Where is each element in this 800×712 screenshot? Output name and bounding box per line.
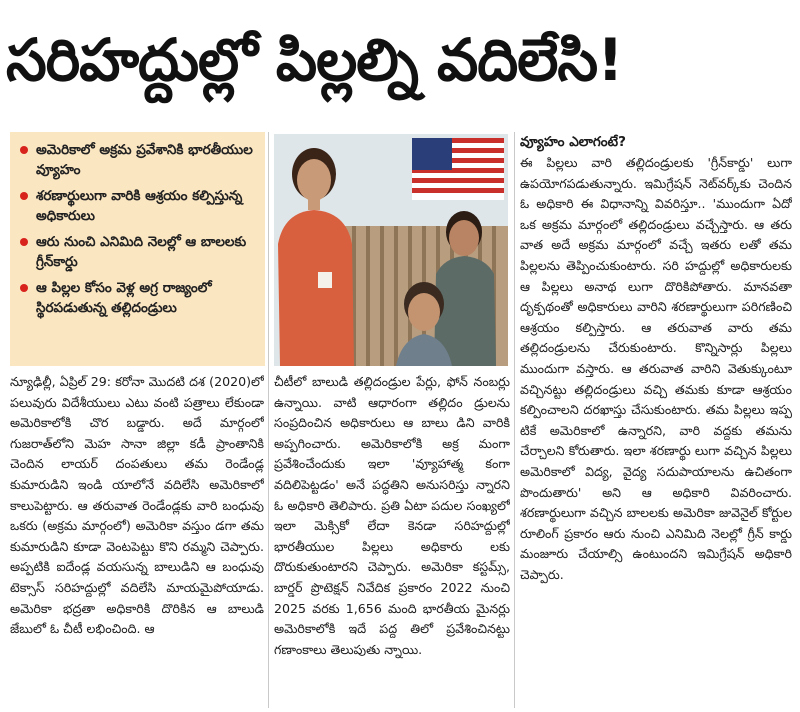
bullet-icon — [20, 192, 28, 200]
article-column-2 — [274, 372, 510, 708]
article-column-3 — [520, 132, 792, 708]
highlight-text: ఆరు నుంచి ఎనిమిది నెలల్లో ఆ బాలలకు గ్రీన్‌కార్డు — [36, 234, 247, 270]
article-text: చీటీలో బాలుడి తల్లిదండ్రుల పేర్లు, ఫోన్ నంబర్లు ఉన్నాయి. వాటి ఆధారంగా తల్లిదం డ్రులను సంప్రదించిన అధికారులు ఆ బాలు డిని వారికి అప్పగించారు. అమెరికాలోకి అక్ర మంగా ప్రవేశించేందుకు ఇలా 'వ్యూహాత్మ కంగా వదిలిపెట్టడం' అనే పద్ధతిని అనుసరిస్తు న్నారని ఓ అధికారి తెలిపారు. ప్రతి ఏటా పదుల సంఖ్యలో ఇలా మెక్సికో లేదా కెనడా సరిహద్దుల్లో భారతీయుల పిల్లలు అధికారు లకు దొరుకుతుంటారని చెప్పారు. అమెరికా కస్టమ్స్, బార్డర్ ప్రొటెక్షన్ నివేదిక ప్రకారం 2022 నుంచి 2025 వరకు 1,656 మంది భారతీయ మైనర్లు అమెరికాలోకి ఇదే పద్ద తిలో ప్రవేశించినట్టు గణాంకాలు తెలుపుతు న్నాయి. — [274, 374, 510, 657]
highlight-item — [18, 186, 257, 226]
column-divider — [268, 132, 269, 708]
children-at-border-photo — [274, 134, 508, 366]
bullet-icon — [20, 238, 28, 246]
us-flag-icon — [412, 138, 504, 200]
bullet-icon — [20, 284, 28, 292]
highlight-text: ఆ పిల్లల కోసం వెళ్ల అగ్ర రాజ్యంలో స్థిరపడుతున్న తల్లిదండ్రులు — [36, 280, 212, 316]
highlight-item — [18, 278, 257, 318]
article-text: ఈ పిల్లలు వారి తల్లిదండ్రులకు 'గ్రీన్‌కార్డు' లుగా ఉపయోగపడుతున్నారు. ఇమిగ్రేషన్ నెట్‌వర్క్‌కు చెందిన ఓ అధికారి ఈ విధానాన్ని వివరిస్తూ.. 'ముందుగా ఏదో ఒక అక్రమ మార్గంలో తల్లిదండ్రులు వచ్చేస్తారు. ఆ తరు వాత అదే అక్రమ మార్గంలో వచ్చే ఇతరు లతో తమ పిల్లలను తెప్పించుకుంటారు. సరి హద్దుల్లో అధికారులకు ఆ పిల్లలు అనాథ లుగా దొరికిపోతారు. మానవతా దృక్పథంతో అధికారులు వారిని శరణార్థులుగా పరిగణించి ఆశ్రయం కల్పిస్తారు. ఆ తరువాత వారు తమ తల్లిదండ్రులను చేరుకుంటారు. కొన్నిసార్లు పిల్లలు ముందుగా వస్తారు. ఆ తరువాత వారిని వెతుక్కుంటూ వచ్చినట్టు తల్లిదండ్రులు వచ్చి తమకు కూడా ఆశ్రయం కల్పించాలని దరఖాస్తు చేసుకుంటారు. తమ పిల్లలు ఇప్ప టికే అమెరికాలో ఉన్నారని, వారి వద్దకు తమను చేర్చాలని కోరుతారు. ఇలా శరణార్థు లుగా వచ్చిన పిల్లలు అమెరికాలో విద్య, వైద్య సదుపాయాలను ఉచితంగా పొందుతారు' అని ఆ అధికారి వివరించారు. శరణార్థులుగా వచ్చిన బాలలకు అమెరికా జువెనైల్ కోర్టుల రూలింగ్ ప్రకారం ఆరు నుంచి ఎనిమిది నెలల్లో గ్రీన్ కార్డు మంజూరు చేయాల్సి ఉంటుందని ఇమిగ్రేషన్ అధికారి చెప్పారు. — [520, 155, 792, 582]
article-column-1 — [10, 372, 264, 708]
photo-illustration — [274, 134, 508, 366]
highlight-item — [18, 140, 257, 180]
headline: సరిహద్దుల్లో పిల్లల్ని వదిలేసి! — [6, 26, 623, 94]
highlight-text: శరణార్థులుగా వారికి ఆశ్రయం కల్పిస్తున్న అధికారులు — [36, 188, 243, 224]
highlight-text: అమెరికాలో అక్రమ ప్రవేశానికి భారతీయుల వ్యూహం — [36, 142, 253, 178]
highlights-box — [10, 132, 265, 366]
highlight-item — [18, 232, 257, 272]
section-subhead: వ్యూహం ఎలాగంటే? — [520, 134, 626, 150]
bullet-icon — [20, 146, 28, 154]
article-text: న్యూఢిల్లీ, ఏప్రిల్ 29: కరోనా మొదటి దశ (2020)లో పలువురు విదేశీయులు ఎటు వంటి పత్రాలు లేకుండా అమెరికాలోకి చొర బడ్డారు. అదే మార్గంలో గుజరాత్‌లోని మెహ సానా జిల్లా కడీ ప్రాంతానికి చెందిన లాయర్ దంపతులు తమ రెండేండ్ల కుమారుడిని ఇండి యాలోనే వదిలేసి అమెరికాలో కాలుపెట్టారు. ఆ తరువాత రెండేండ్లకు వారి బంధువు ఒకరు (అక్రమ మార్గంలో) అమెరికా వస్తుం డగా తమ కుమారుడిని కూడా వెంటపెట్టు కొని రమ్మని చెప్పారు. అప్పటికి ఐదేండ్ల వయసున్న బాలుడిని ఆ బంధువు టెక్సాస్ సరిహద్దుల్లో వదిలేసి మాయమైపోయాడు. అమెరికా భద్రతా అధికారికి దొరికిన ఆ బాలుడి జేబులో ఓ చీటీ లభించింది. ఆ — [10, 374, 264, 637]
column-divider — [514, 132, 515, 708]
